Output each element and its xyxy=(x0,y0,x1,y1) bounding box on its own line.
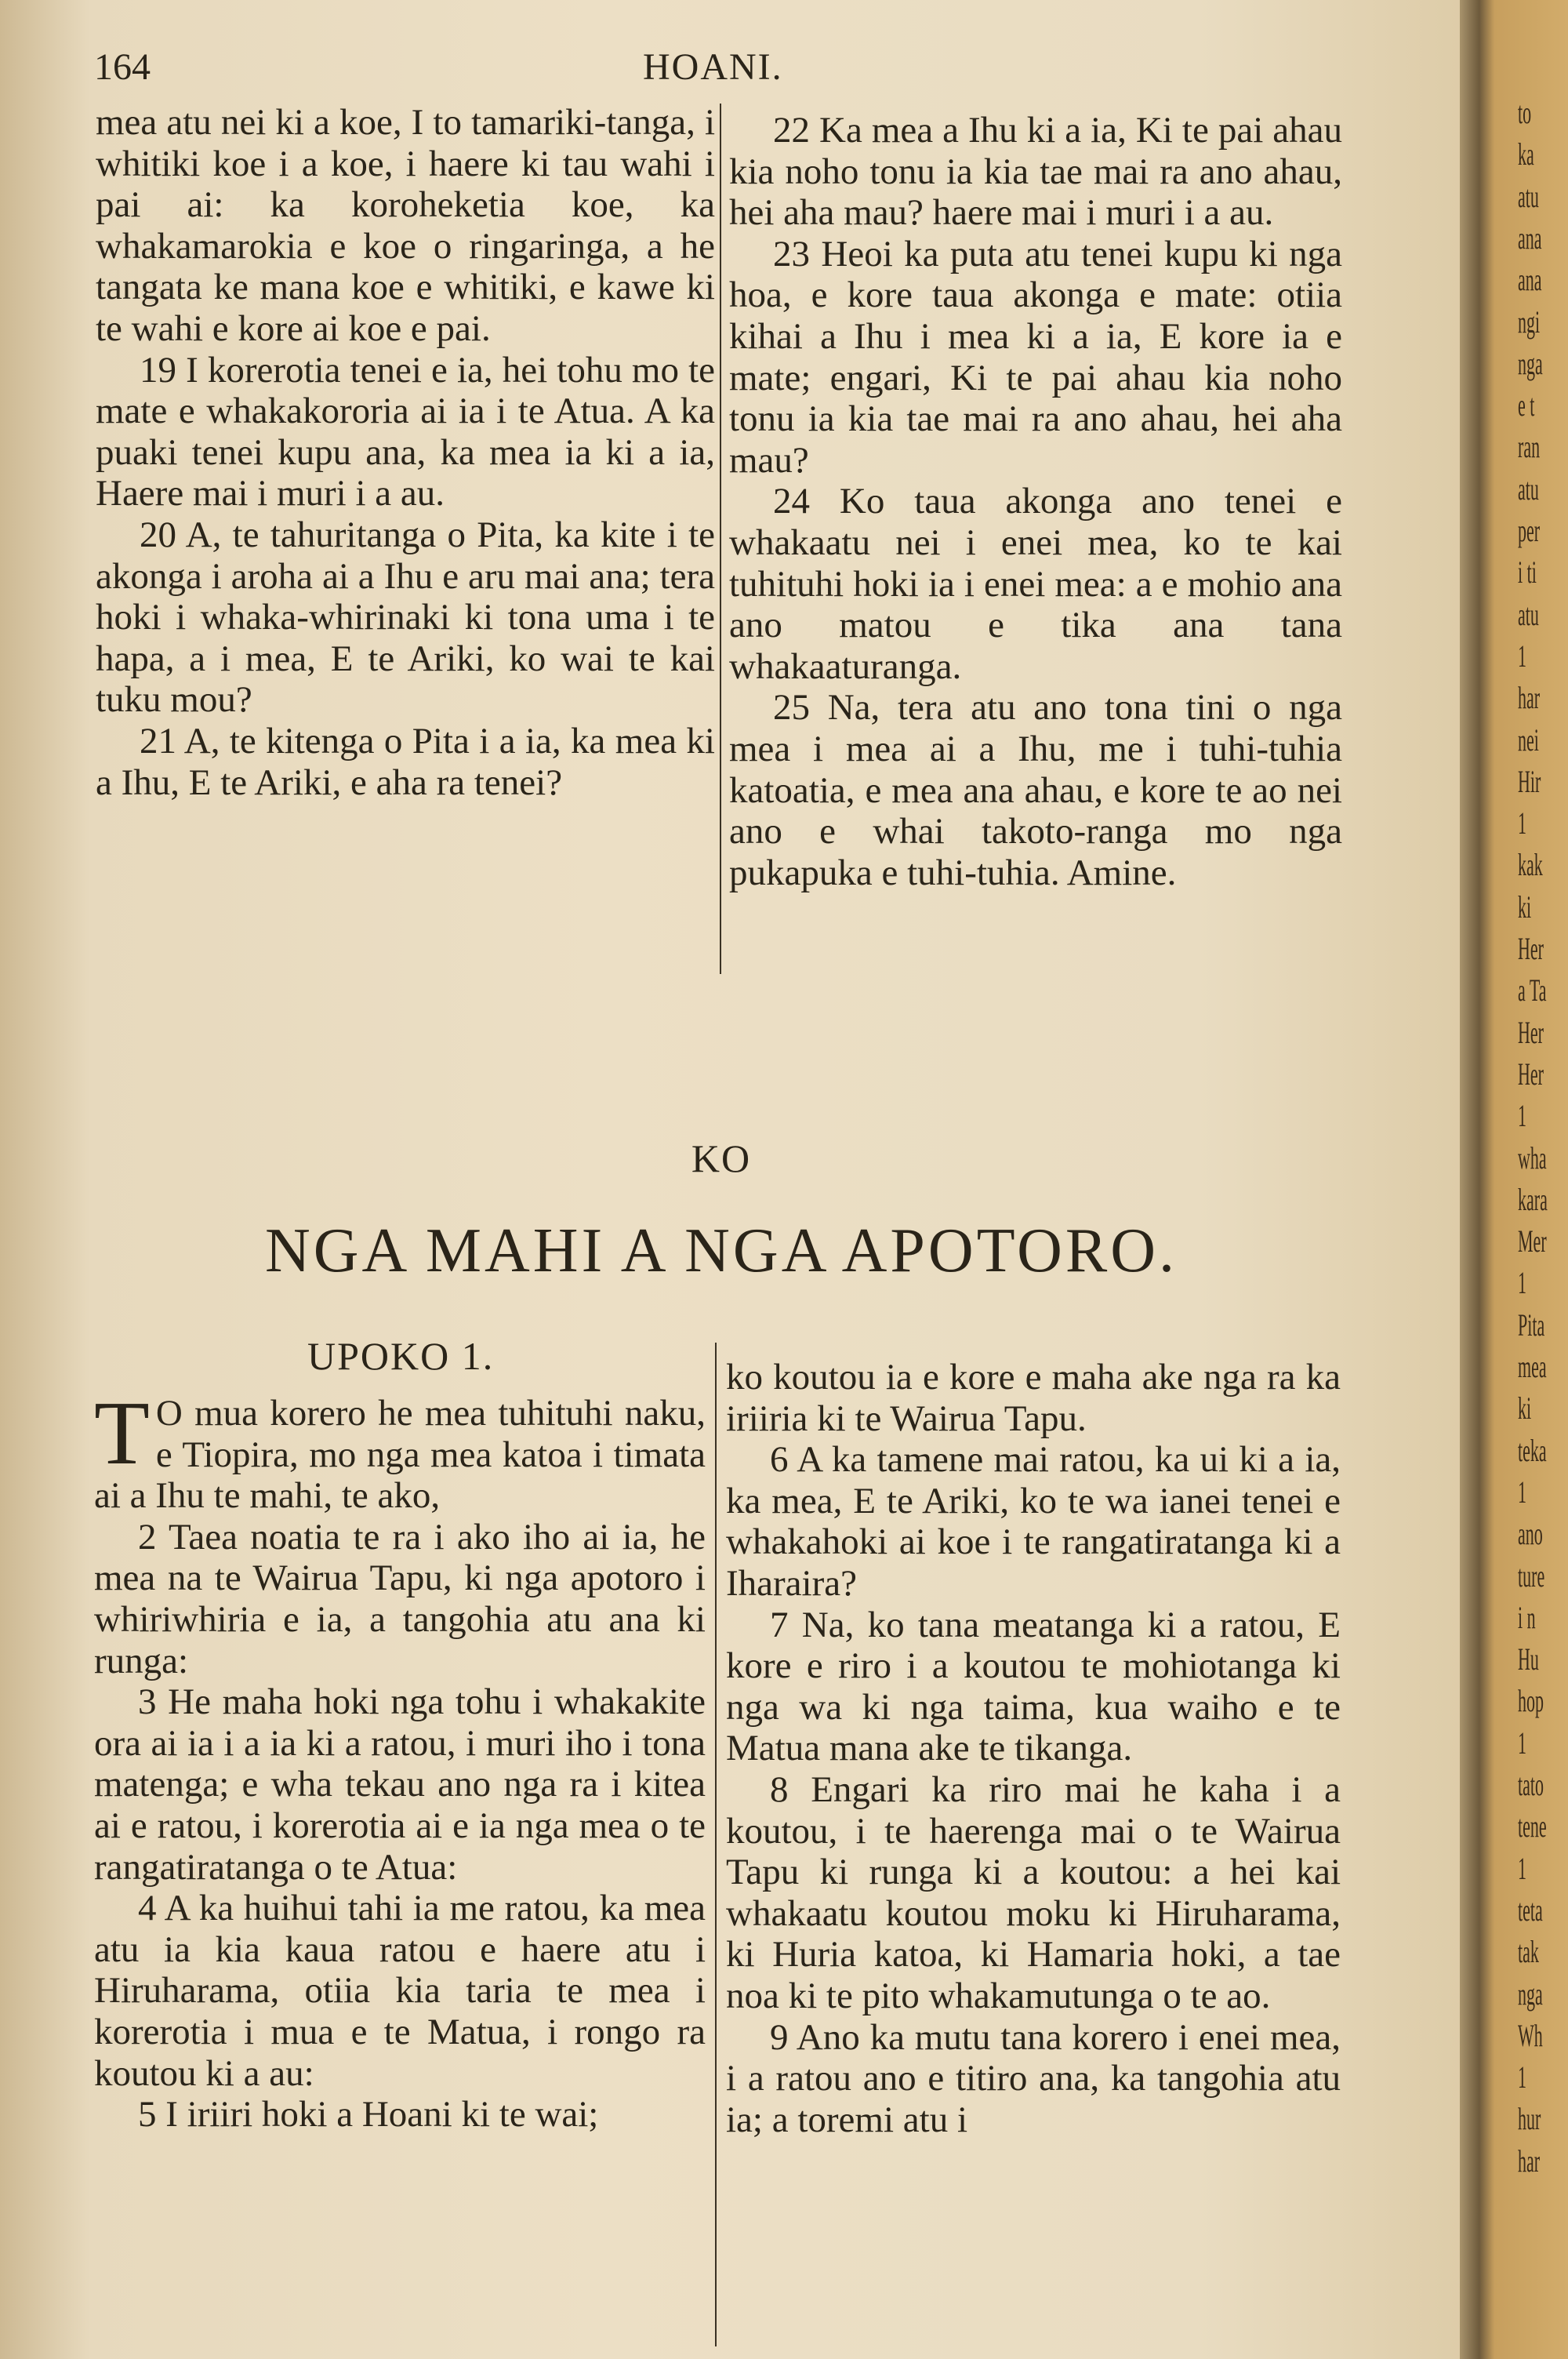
verse-2: 2 Taea noatia te ra i ako iho ai ia, he mea na te Wairua Tapu, ki nga apotoro i whiriwhiria e ia, a tangohia atu ana ki runga: xyxy=(94,1516,706,1681)
facing-page-fragment: 1 xyxy=(1518,1850,1526,1886)
facing-page-fragment: atu xyxy=(1518,596,1539,632)
book-prefix: KO xyxy=(691,1136,752,1180)
facing-page-fragment: 1 xyxy=(1518,1725,1526,1761)
facing-page-fragment: ka xyxy=(1518,136,1534,173)
facing-page-fragment: kara xyxy=(1518,1181,1548,1217)
top-right-column xyxy=(729,110,1342,893)
facing-page-fragment: hop xyxy=(1518,1683,1544,1719)
facing-page-fragment: i n xyxy=(1518,1599,1536,1635)
facing-page-fragment: har xyxy=(1518,680,1541,716)
verse-24: 24 Ko taua akonga ano tenei e whakaatu nei i enei mea, ko te kai tuhituhi hoki ia i enei mea: a e mohio ana ano matou e tika ana tana whakaaturanga. xyxy=(729,481,1342,687)
verse-22: 22 Ka mea a Ihu ki a ia, Ki te pai ahau kia noho tonu ia kia tae mai ra ano ahau, hei aha mau? haere mai i muri i a au. xyxy=(729,110,1342,234)
verse-19: 19 I korerotia tenei e ia, hei tohu mo te mate e whakakororia ai ia i te Atua. A ka puaki tenei kupu ana, ka mea ia ki a ia, Haere mai i muri i a au. xyxy=(96,349,715,514)
column-divider-top xyxy=(720,104,721,974)
verse-20: 20 A, te tahuritanga o Pita, ka kite i te akonga i aroha ai a Ihu e aru mai ana; tera hoki i whaka-whirinaki ki tona uma i te hapa, a i mea, E te Ariki, ko wai te kai tuku mou? xyxy=(96,514,715,721)
verse-9: 9 Ano ka mutu tana korero i enei mea, i a ratou ano e titiro ana, ka tangohia atu ia; a toremi atu i xyxy=(726,2016,1341,2140)
facing-page-fragment: to xyxy=(1518,95,1532,130)
verse-continuation: mea atu nei ki a koe, I to tamariki-tanga, i whitiki koe i a koe, i haere ki tau wahi i pai ai: ka koroheketia koe, ka whakamarokia e koe o ringaringa, a he tangata ke mana koe e whitiki, e kawe ki te wahi e kore ai koe e pai. xyxy=(96,102,715,349)
facing-page-fragment: tak xyxy=(1518,1934,1539,1970)
bottom-right-column xyxy=(726,1357,1341,2140)
verse-5-continuation: ko koutou ia e kore e maha ake nga ra ka iriiria ki te Wairua Tapu. xyxy=(726,1357,1341,1439)
facing-page-fragment: ture xyxy=(1518,1558,1545,1594)
column-divider-bottom xyxy=(715,1343,717,2346)
facing-page-fragment: ki xyxy=(1518,1390,1532,1427)
verse-25: 25 Na, tera atu ano tona tini o nga mea i mea ai a Ihu, me i tuhi-tuhia katoatia, e mea ana ahau, e kore te ao nei ano e whai takoto-ranga mo nga pukapuka e tuhi-tuhia. Amine. xyxy=(729,687,1342,893)
facing-page-text xyxy=(1518,0,1568,2359)
facing-page-fragment: 1 xyxy=(1518,638,1526,674)
facing-page-fragment: Mer xyxy=(1518,1223,1547,1259)
bottom-left-column xyxy=(94,1383,706,2135)
facing-page-fragment: kak xyxy=(1518,847,1543,883)
facing-page-fragment: 1 xyxy=(1518,1474,1526,1510)
facing-page-fragment: Her xyxy=(1518,931,1544,966)
facing-page-fragment: a Ta xyxy=(1518,972,1547,1009)
running-title: HOANI. xyxy=(643,46,783,88)
verse-6: 6 A ka tamene mai ratou, ka ui ki a ia, ka mea, E te Ariki, ko te wa ianei tenei e whakahoki ai koe i te rangatiratanga ki a Iharaira? xyxy=(726,1439,1341,1604)
verse-3: 3 He maha hoki nga tohu i whakakite ora ai ia i a ia ki a ratou, i muri iho i tona matenga; e wha tekau ano nga ra i kitea ai e ratou, i korerotia ai e ia nga mea o te rangatiratanga o te Atua: xyxy=(94,1681,706,1888)
facing-page-fragment: ran xyxy=(1518,429,1541,465)
facing-page-fragment: atu xyxy=(1518,471,1539,507)
facing-page-fragment: 1 xyxy=(1518,805,1526,841)
facing-page-fragment: Hu xyxy=(1518,1641,1539,1677)
drop-cap: T xyxy=(94,1383,150,1484)
facing-page-fragment: Pita xyxy=(1518,1307,1545,1343)
facing-page-fragment: teta xyxy=(1518,1892,1543,1928)
facing-page-fragment: nga xyxy=(1518,1976,1543,2012)
facing-page-fragment: mea xyxy=(1518,1349,1547,1384)
facing-page-fragment: i ti xyxy=(1518,554,1537,591)
verse-5: 5 I iriiri hoki a Hoani ki te wai; xyxy=(138,2094,599,2135)
facing-page-fragment: ana xyxy=(1518,220,1542,256)
facing-page-fragment: ngi xyxy=(1518,304,1541,340)
verse-7: 7 Na, ko tana meatanga ki a ratou, E kore e riro i a koutou te mohiotanga ki nga wa ki nga taima, kua waiho e te Matua mana ake te tikanga. xyxy=(726,1604,1341,1769)
facing-page-fragment: Hir xyxy=(1518,763,1541,799)
facing-page-fragment: wha xyxy=(1518,1140,1547,1176)
facing-page-fragment: hur xyxy=(1518,2101,1541,2137)
verse-1-text: O mua korero he mea tuhituhi naku, e Tiopira, mo nga mea katoa i timata ai a Ihu te mahi, te ako, xyxy=(94,1393,706,1517)
facing-page-fragment: 1 xyxy=(1518,1098,1526,1134)
facing-page-fragment: nei xyxy=(1518,722,1539,758)
facing-page-fragment: 1 xyxy=(1518,2059,1526,2095)
facing-page-fragment: ki xyxy=(1518,889,1532,925)
verse-4: 4 A ka huihui tahi ia me ratou, ka mea atu ia kia kaua ratou e haere atu i Hiruharama, otiia kia taria te mea i korerotia i mua e te Matua, i rongo ra koutou ki a au: xyxy=(94,1888,706,2094)
verse-8: 8 Engari ka riro mai he kaha i a koutou, i te haerenga mai o te Wairua Tapu ki runga ki a koutou: a hei kai whakaatu koutou moku ki Hiruharama, ki Huria katoa, ki Hamaria hoki, a tae noa ki te pito whakamutunga o te ao. xyxy=(726,1768,1341,2016)
verse-1 xyxy=(94,1383,706,1517)
facing-page-fragment: Her xyxy=(1518,1014,1544,1050)
top-left-column xyxy=(96,102,715,803)
facing-page-fragment: tene xyxy=(1518,1808,1547,1845)
facing-page-fragment: per xyxy=(1518,513,1541,548)
facing-page-fragment: Her xyxy=(1518,1056,1544,1092)
facing-page-fragment: 1 xyxy=(1518,1265,1526,1301)
facing-page-fragment: nga xyxy=(1518,345,1543,381)
facing-page-edge xyxy=(1460,0,1568,2359)
facing-page-fragment: tato xyxy=(1518,1767,1544,1802)
running-header xyxy=(94,45,1341,93)
verse-23: 23 Heoi ka puta atu tenei kupu ki nga hoa, e kore taua akonga e mate: otiia kihai a Ihu i mea ki a ia, E kore ia e mate; engari, Ki te pai ahau kia noho tonu ia kia tae mai ra ano ahau, hei aha mau? xyxy=(729,233,1342,481)
book-title: NGA MAHI A NGA APOTORO. xyxy=(264,1216,1178,1285)
facing-page-fragment: atu xyxy=(1518,178,1539,214)
facing-page-fragment: teka xyxy=(1518,1432,1547,1468)
chapter-heading: UPOKO 1. xyxy=(307,1334,495,1378)
facing-page-fragment: har xyxy=(1518,2143,1541,2179)
verse-21: 21 A, te kitenga o Pita i a ia, ka mea ki a Ihu, E te Ariki, e aha ra tenei? xyxy=(96,720,715,803)
facing-page-fragment: ano xyxy=(1518,1516,1543,1552)
facing-page-fragment: Wh xyxy=(1518,2017,1543,2053)
facing-page-fragment: ana xyxy=(1518,262,1542,298)
facing-page-fragment: e t xyxy=(1518,387,1535,423)
page-number: 164 xyxy=(94,46,151,88)
